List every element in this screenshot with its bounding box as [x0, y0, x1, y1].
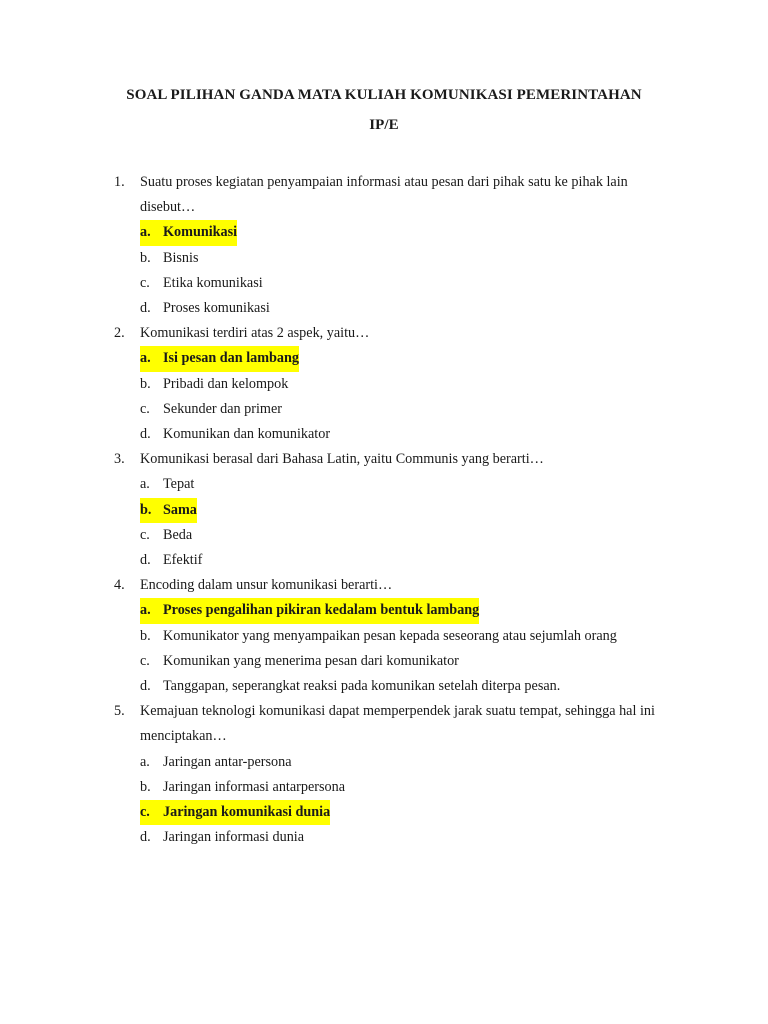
- option-letter: a.: [140, 350, 151, 367]
- option-text: Beda: [163, 526, 193, 543]
- answer-option: [140, 472, 684, 497]
- option-letter: c.: [140, 400, 150, 417]
- answer-option: [140, 372, 684, 397]
- option-content: [140, 271, 263, 296]
- option-text: Etika komunikasi: [163, 274, 263, 291]
- option-content: [140, 775, 345, 800]
- question-text: Encoding dalam unsur komunikasi berarti…: [140, 577, 393, 594]
- option-content: [140, 422, 330, 447]
- answer-option-correct: [140, 598, 684, 623]
- option-letter: d.: [140, 300, 151, 317]
- option-content: [140, 649, 459, 674]
- option-text: Proses komunikasi: [163, 300, 270, 317]
- question-row: [114, 699, 684, 749]
- answer-highlight: [140, 800, 330, 825]
- answer-option: [140, 422, 684, 447]
- question-text: Komunikasi terdiri atas 2 aspek, yaitu…: [140, 325, 370, 342]
- answer-highlight: [140, 346, 299, 371]
- option-content: [140, 674, 560, 699]
- answer-highlight: [140, 598, 479, 623]
- question-4: [114, 573, 684, 699]
- question-text: Komunikasi berasal dari Bahasa Latin, yaitu Communis yang berarti…: [140, 451, 544, 468]
- option-content: [140, 548, 202, 573]
- option-text: Jaringan informasi antarpersona: [163, 778, 346, 795]
- option-text: Efektif: [163, 552, 203, 569]
- option-letter: c.: [140, 652, 150, 669]
- answer-highlight: [140, 498, 197, 523]
- option-letter: a.: [140, 753, 150, 770]
- option-text: Komunikator yang menyampaikan pesan kepada seseorang atau sejumlah orang: [163, 627, 617, 644]
- option-text: Bisnis: [163, 249, 199, 266]
- option-letter: b.: [140, 778, 151, 795]
- option-text: Sekunder dan primer: [163, 400, 282, 417]
- option-list: [114, 750, 684, 851]
- answer-option: [140, 296, 684, 321]
- answer-option: [140, 271, 684, 296]
- answer-option: [140, 548, 684, 573]
- answer-option: [140, 775, 684, 800]
- answer-option: [140, 649, 684, 674]
- option-content: [140, 523, 192, 548]
- option-letter: a.: [140, 224, 151, 241]
- question-number: 4.: [114, 577, 125, 594]
- answer-option: [140, 825, 684, 850]
- option-letter: b.: [140, 375, 151, 392]
- option-content: [140, 624, 617, 649]
- option-content: [140, 372, 288, 397]
- option-text: Komunikan dan komunikator: [163, 426, 331, 443]
- option-text: Komunikasi: [163, 224, 238, 241]
- option-text: Jaringan komunikasi dunia: [163, 804, 331, 821]
- answer-option-correct: [140, 346, 684, 371]
- option-text: Jaringan informasi dunia: [163, 829, 305, 846]
- question-list: [114, 170, 684, 850]
- option-text: Pribadi dan kelompok: [163, 375, 289, 392]
- question-5: [114, 699, 684, 850]
- option-text: Tanggapan, seperangkat reaksi pada komunikan setelah diterpa pesan.: [163, 678, 561, 695]
- question-number: 2.: [114, 325, 125, 342]
- option-list: [114, 220, 684, 321]
- document-subtitle: IP/E: [369, 117, 399, 133]
- option-letter: c.: [140, 526, 150, 543]
- option-letter: b.: [140, 627, 151, 644]
- option-letter: c.: [140, 274, 150, 291]
- answer-option: [140, 523, 684, 548]
- document-title: SOAL PILIHAN GANDA MATA KULIAH KOMUNIKASI PEMERINTAHAN: [126, 87, 642, 103]
- option-letter: d.: [140, 552, 151, 569]
- answer-option: [140, 674, 684, 699]
- option-letter: d.: [140, 829, 151, 846]
- question-3: [114, 447, 684, 573]
- option-content: [140, 397, 282, 422]
- option-text: Jaringan antar-persona: [163, 753, 292, 770]
- answer-option: [140, 397, 684, 422]
- question-row: [114, 170, 684, 220]
- option-letter: a.: [140, 602, 151, 619]
- option-content: [140, 246, 198, 271]
- question-number: 1.: [114, 174, 125, 190]
- option-list: [114, 472, 684, 573]
- option-text: Proses pengalihan pikiran kedalam bentuk lambang: [163, 602, 480, 619]
- option-text: Isi pesan dan lambang: [163, 350, 300, 367]
- answer-option: [140, 624, 684, 649]
- question-text: Kemajuan teknologi komunikasi dapat memperpendek jarak suatu tempat, sehingga hal ini menciptakan…: [140, 703, 655, 745]
- option-text: Komunikan yang menerima pesan dari komunikator: [163, 652, 459, 669]
- option-letter: b.: [140, 249, 151, 266]
- option-content: [140, 825, 304, 850]
- question-row: [114, 573, 684, 598]
- option-content: [140, 472, 194, 497]
- question-row: [114, 321, 684, 346]
- answer-option-correct: [140, 498, 684, 523]
- question-row: [114, 447, 684, 472]
- option-content: [140, 750, 292, 775]
- option-text: Sama: [163, 501, 197, 518]
- answer-option: [140, 750, 684, 775]
- question-number: 3.: [114, 451, 125, 468]
- answer-option-correct: [140, 220, 684, 245]
- answer-highlight: [140, 220, 237, 245]
- question-number: 5.: [114, 703, 125, 720]
- option-list: [114, 598, 684, 699]
- question-text: Suatu proses kegiatan penyampaian informasi atau pesan dari pihak satu ke pihak lain disebut…: [140, 174, 628, 216]
- question-2: [114, 321, 684, 447]
- option-letter: d.: [140, 678, 151, 695]
- option-letter: d.: [140, 426, 151, 443]
- option-letter: a.: [140, 476, 150, 493]
- question-1: [114, 170, 684, 321]
- answer-option-correct: [140, 800, 684, 825]
- option-content: [140, 296, 270, 321]
- answer-option: [140, 246, 684, 271]
- option-text: Tepat: [163, 476, 195, 493]
- option-list: [114, 346, 684, 447]
- option-letter: b.: [140, 501, 152, 518]
- option-letter: c.: [140, 804, 150, 821]
